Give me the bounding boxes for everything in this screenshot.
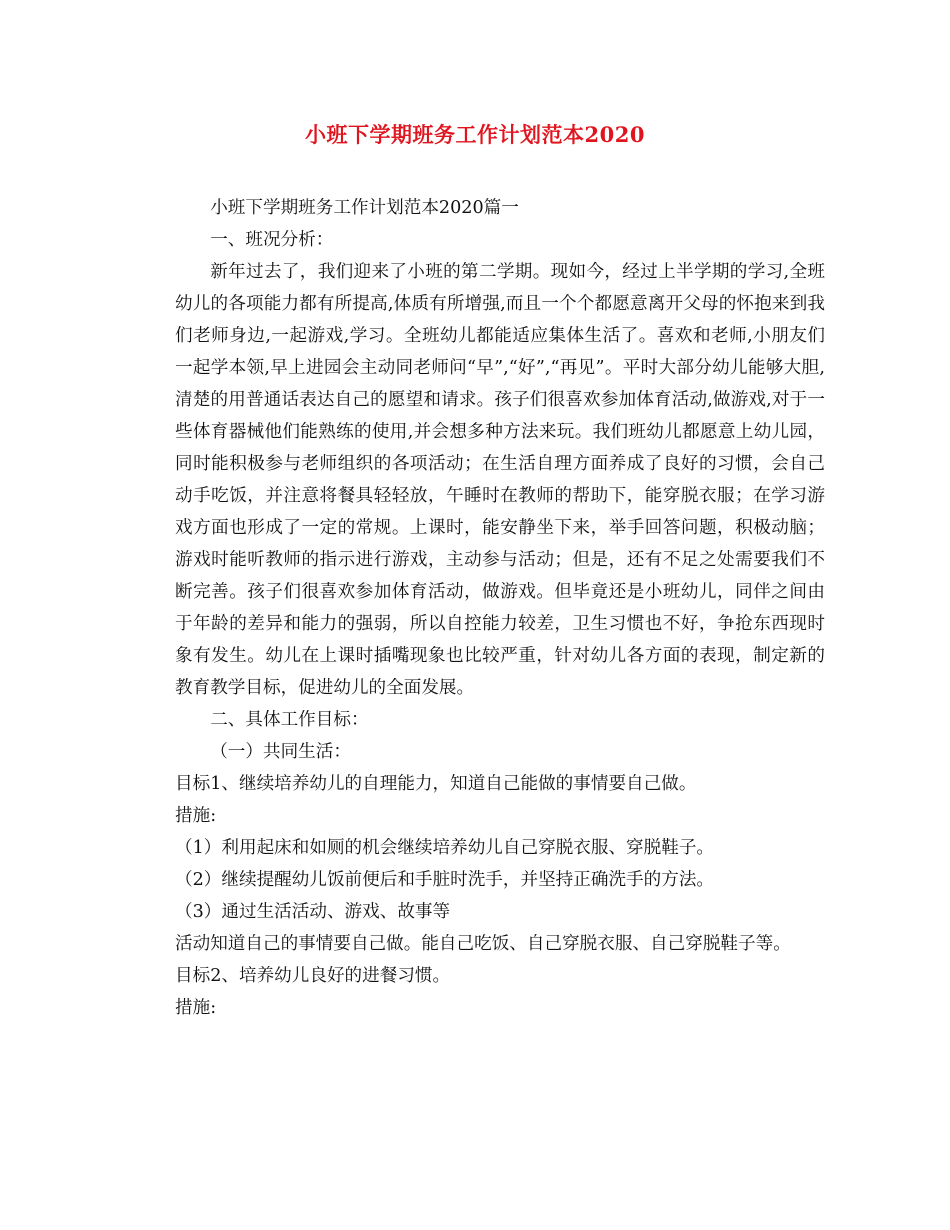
- document-title: 小班下学期班务工作计划范本2020: [305, 122, 645, 147]
- goal-2: 目标2、培养幼儿良好的进餐习惯。: [175, 966, 451, 986]
- measure-1: （1）利用起床和如厕的机会继续培养幼儿自己穿脱衣服、穿脱鞋子。: [175, 838, 715, 858]
- measure-3: （3）通过生活活动、游戏、故事等: [175, 902, 451, 922]
- measures-label-1: 措施:: [175, 806, 217, 826]
- measure-2: （2）继续提醒幼儿饭前便后和手脏时洗手，并坚持正确洗手的方法。: [175, 870, 715, 890]
- measures-label-2: 措施:: [175, 998, 217, 1018]
- document-subtitle: 小班下学期班务工作计划范本2020篇一: [210, 198, 519, 218]
- measure-3-continuation: 活动知道自己的事情要自己做。能自己吃饭、自己穿脱衣服、自己穿脱鞋子等。: [175, 934, 791, 954]
- section1-paragraph: 新年过去了，我们迎来了小班的第二学期。现如今，经过上半学期的学习,全班幼儿的各项能力都有所提高,体质有所增强,而且一个个都愿意离开父母的怀抱来到我们老师身边,一起游戏,学习。全班幼儿都能适应集体生活了。喜欢和老师,小朋友们一起学本领,早上进园会主动同老师问“早”,“好”,“再见”。平时大部分幼儿能够大胆,清楚的用普通话表达自己的愿望和请求。孩子们很喜欢参加体育活动,做游戏,对于一些体育器械他们能熟练的使用,并会想多种方法来玩。我们班幼儿都愿意上幼儿园，同时能积极参与老师组织的各项活动；在生活自理方面养成了良好的习惯，会自己动手吃饭，并注意将餐具轻轻放，午睡时在教师的帮助下，能穿脱衣服；在学习游戏方面也形成了一定的常规。上课时，能安静坐下来，举手回答问题，积极动脑；游戏时能听教师的指示进行游戏，主动参与活动；但是，还有不足之处需要我们不断完善。孩子们很喜欢参加体育活动，做游戏。但毕竟还是小班幼儿，同伴之间由于年龄的差异和能力的强弱，所以自控能力较差，卫生习惯也不好，争抢东西现时象有发生。幼儿在上课时插嘴现象也比较严重，针对幼儿各方面的表现，制定新的教育教学目标，促进幼儿的全面发展。: [175, 262, 825, 698]
- section2-heading: 二、具体工作目标：: [210, 710, 369, 730]
- document-body: [175, 192, 825, 1024]
- subsection1-heading: （一）共同生活：: [210, 742, 351, 762]
- section1-heading: 一、班况分析：: [210, 230, 334, 250]
- goal-1: 目标1、继续培养幼儿的自理能力，知道自己能做的事情要自己做。: [175, 774, 697, 794]
